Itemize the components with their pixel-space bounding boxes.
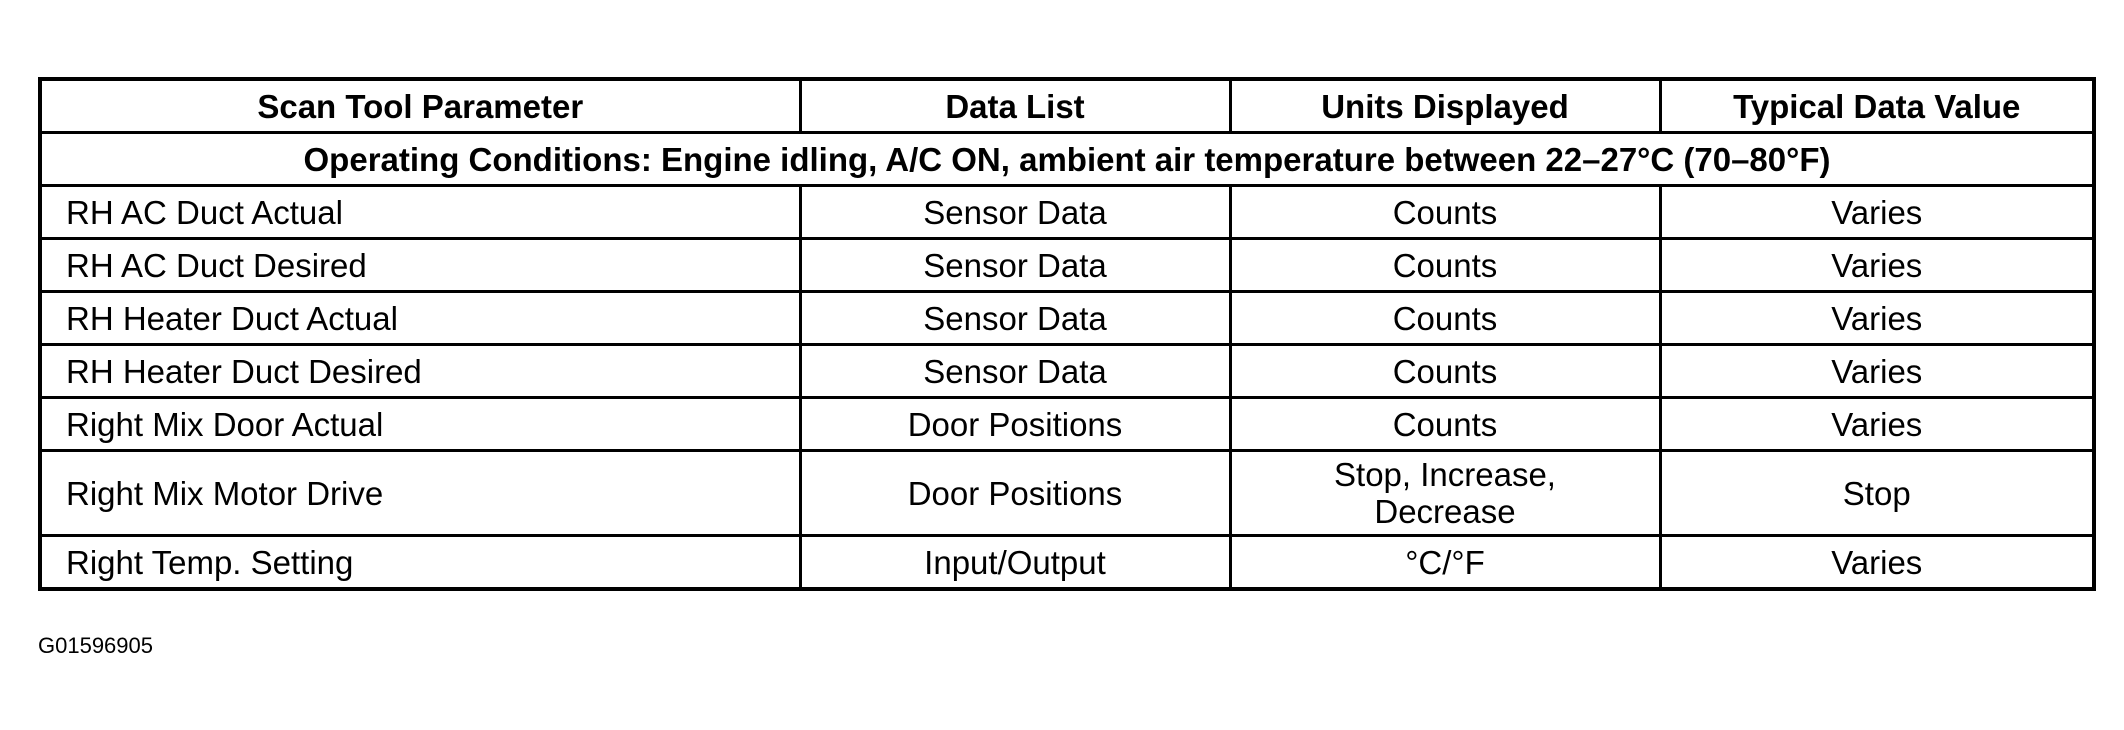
typical-value-cell: Varies <box>1660 239 2094 292</box>
parameter-cell: Right Mix Door Actual <box>40 398 800 451</box>
units-text-line-1: Stop, Increase, <box>1334 456 1556 493</box>
table-row <box>40 292 2094 345</box>
units-cell <box>1230 398 1660 451</box>
table-row <box>40 536 2094 590</box>
units-text: Counts <box>1392 352 1498 390</box>
header-row <box>40 79 2094 133</box>
units-text: Counts <box>1392 246 1498 284</box>
units-cell <box>1230 536 1660 590</box>
header-typical-data-value: Typical Data Value <box>1660 79 2094 133</box>
operating-conditions-text: Operating Conditions: Engine idling, A/C ON, ambient air temperature between 22–27°C (70–80°F) <box>40 133 2094 186</box>
data-list-cell: Sensor Data <box>800 292 1230 345</box>
table-row <box>40 345 2094 398</box>
header-units-displayed: Units Displayed <box>1230 79 1660 133</box>
table-row <box>40 451 2094 536</box>
scan-tool-data-table <box>38 77 2096 591</box>
parameter-cell: Right Mix Motor Drive <box>40 451 800 536</box>
units-cell <box>1230 292 1660 345</box>
header-scan-tool-parameter: Scan Tool Parameter <box>40 79 800 133</box>
parameter-cell: Right Temp. Setting <box>40 536 800 590</box>
units-text: Counts <box>1392 405 1498 443</box>
table-row <box>40 398 2094 451</box>
typical-value-cell: Varies <box>1660 536 2094 590</box>
parameter-cell: RH Heater Duct Actual <box>40 292 800 345</box>
units-cell <box>1230 345 1660 398</box>
table-row <box>40 186 2094 239</box>
data-list-cell: Door Positions <box>800 398 1230 451</box>
data-list-cell: Sensor Data <box>800 345 1230 398</box>
units-text: Counts <box>1392 299 1498 337</box>
typical-value-cell: Stop <box>1660 451 2094 536</box>
units-cell <box>1230 239 1660 292</box>
table-row <box>40 239 2094 292</box>
header-data-list: Data List <box>800 79 1230 133</box>
units-text: °C/°F <box>1405 543 1485 581</box>
units-text-line-2: Decrease <box>1374 493 1516 530</box>
operating-conditions-row <box>40 133 2094 186</box>
units-cell <box>1230 451 1660 536</box>
data-list-cell: Sensor Data <box>800 239 1230 292</box>
units-text: Counts <box>1392 193 1498 231</box>
parameter-cell: RH AC Duct Desired <box>40 239 800 292</box>
parameter-cell: RH Heater Duct Desired <box>40 345 800 398</box>
typical-value-cell: Varies <box>1660 292 2094 345</box>
typical-value-cell: Varies <box>1660 186 2094 239</box>
parameter-cell: RH AC Duct Actual <box>40 186 800 239</box>
figure-code: G01596905 <box>38 633 153 658</box>
units-cell <box>1230 186 1660 239</box>
typical-value-cell: Varies <box>1660 398 2094 451</box>
data-list-cell: Door Positions <box>800 451 1230 536</box>
data-list-cell: Input/Output <box>800 536 1230 590</box>
data-list-cell: Sensor Data <box>800 186 1230 239</box>
typical-value-cell: Varies <box>1660 345 2094 398</box>
